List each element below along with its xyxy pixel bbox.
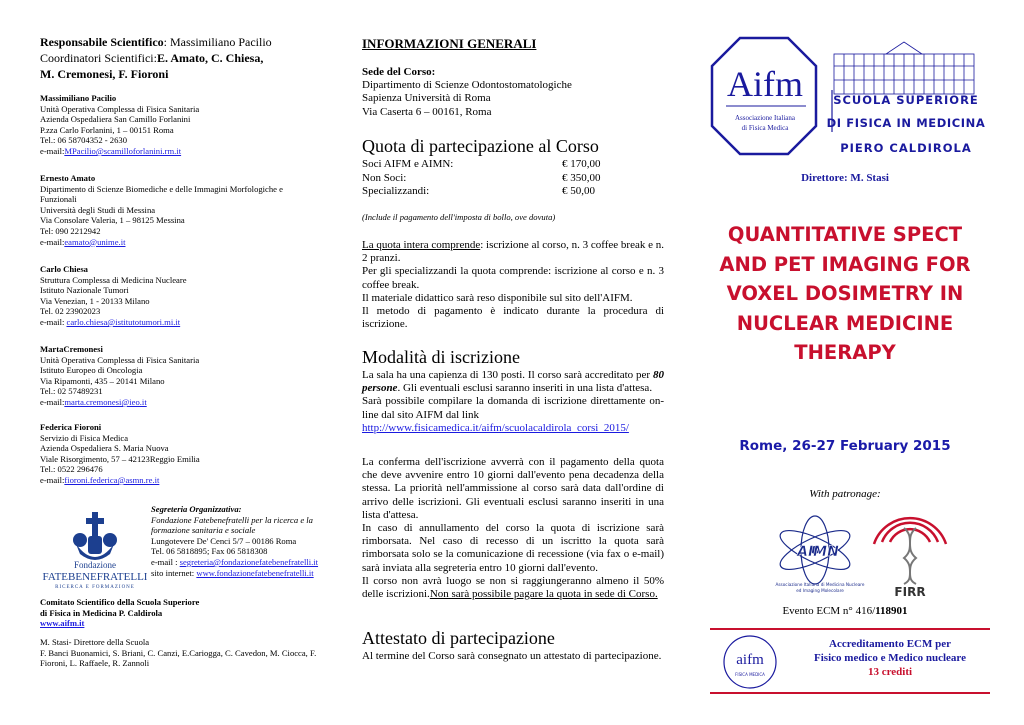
contact-line: Unità Operativa Complessa di Fisica Sanitaria [40,103,200,114]
firr-logo [870,512,950,598]
ecm-event [690,605,1000,617]
contact-name: Federica Fioroni [40,422,102,432]
email-label: e-mail: [40,396,65,407]
contact-name: Ernesto Amato [40,173,96,183]
quota-title: Quota di partecipazione al Corso [362,136,599,156]
aifm-school-logo [710,36,990,164]
aifm-word: Aifm [727,64,803,104]
ecm-event-num: 118901 [875,605,908,617]
contact-cremonesi [40,344,340,408]
contact-line: Istituto Europeo di Oncologia [40,365,143,376]
quota-intera-text: : iscrizione al corso, n. 3 coffee break e n. 2 pranzi. [362,239,664,265]
segreteria-email-link[interactable]: segreteria@fondazionefatebenefratelli.it [179,556,319,567]
aimn-caption2: ed Imaging Molecolare [796,588,844,593]
info-column [362,0,664,725]
aifm-small-caption: FISICA MEDICA [735,672,765,677]
stasi-line: M. Stasi- Direttore della Scuola [40,637,150,647]
sede-block [362,66,664,119]
contact-line: Tel.: 02 57489231 [40,386,103,397]
contact-line: Viale Risorgimento, 57 – 42123Reggio Emilia [40,453,200,464]
annullamento-text: In caso di annullamento del corso la quota di iscrizione sarà rimborsata. Nel caso di recesso di un iscritto la quota sarà rimborsata solo se la comunicazione di recessione (via fax o e-mail) sarà inviata alla segreteria entro 10 giorni dall'evento. [362,522,664,574]
contact-line: Azienda Ospedaliera San Camillo Forlanini [40,114,191,125]
email-link[interactable]: MPacilio@scamilloforlanini.rm.it [64,145,182,156]
aifm-assoc-line1: Associazione Italiana [734,114,796,122]
fee-table [362,158,664,199]
divider-bottom [710,692,990,694]
title-line: NUCLEAR MEDICINE [736,311,954,335]
ecm-event-pre: Evento ECM n° 416/ [782,605,876,617]
email-link[interactable]: marta.cremonesi@ieo.it [64,396,147,407]
segreteria-addr: Lungotevere De' Cenci 5/7 – 00186 Roma [151,535,297,546]
resp-value: : Massimiliano Pacilio [163,35,272,49]
accr-line1: Accreditamento ECM per [829,638,951,650]
fee-label: Non Soci: [362,171,407,184]
title-line: THERAPY [794,341,896,365]
segreteria-site-label: sito internet: [151,567,197,578]
contact-chiesa [40,264,340,328]
contact-line: Via Consolare Valeria, 1 – 98125 Messina [40,215,185,226]
info-title: INFORMAZIONI GENERALI [362,36,537,51]
online-link[interactable]: http://www.fisicamedica.it/aifm/scuolacaldirola_corsi_2015/ [362,421,629,434]
resp-label: Responsabile Scientifico [40,35,164,49]
attestato-title: Attestato di partecipazione [362,628,555,648]
fee-row [362,158,664,172]
school-line2: DI FISICA IN MEDICINA [826,116,986,130]
fee-value: € 350,00 [562,171,601,184]
comitato-block [40,597,340,629]
contact-line: P.zza Carlo Forlanini, 1 – 00151 Roma [40,124,174,135]
fee-row [362,185,664,199]
email-label: e-mail: [40,474,65,485]
aimn-caption1: Associazione Italiana di Medicina Nucleare [775,582,865,587]
fee-label: Soci AIFM e AIMN: [362,158,454,170]
quota-details [362,239,664,331]
aifm-site-link[interactable]: www.aifm.it [40,618,85,629]
contact-line: Tel: 090 2212942 [40,225,101,236]
segreteria-org: Fondazione Fatebenefratelli per la ricerca e la formazione sanitaria e sociale [151,514,313,536]
segreteria-block [151,504,346,578]
contact-fioroni [40,422,340,486]
segreteria-site-link[interactable]: www.fondazionefatebenefratelli.it [196,567,314,578]
modalita-block [362,369,664,435]
fee-value: € 50,00 [562,185,595,197]
course-dates: Rome, 26-27 February 2015 [739,438,951,454]
contact-line: Unità Operativa Complessa di Fisica Sanitaria [40,354,200,365]
fee-label: Specializzandi: [362,185,430,197]
accr-line2: Fisico medico e Medico nucleare [814,652,966,664]
contact-line: Via Venezian, 1 - 20133 Milano [40,295,150,306]
aifm-small-word: aifm [736,652,764,668]
online-text: Sarà possibile compilare la domanda di iscrizione direttamente on-line dal sito AIFM dal link [362,395,664,421]
fee-value: € 170,00 [562,158,601,170]
fee-row [362,172,664,186]
coord-value: E. Amato, C. Chiesa, [156,51,264,65]
firr-word: FIRR [894,585,926,598]
school-line3: PIERO CALDIROLA [840,141,972,155]
committee-members [40,637,340,669]
aifm-small-logo [722,634,778,690]
title-line: AND PET IMAGING FOR [719,252,971,276]
contact-line: Dipartimento di Scienze Biomediche e delle Immagini Morfologiche e [40,183,283,194]
aimn-logo [770,512,870,598]
comitato-line2: di Fisica in Medicina P. Caldirola [40,607,163,618]
attestato-text: Al termine del Corso sarà consegnato un attestato di partecipazione. [362,650,662,662]
conferma-block [362,456,664,601]
capienza-pre: La sala ha una capienza di 130 posti. Il corso sarà accreditato per [362,369,653,381]
contact-pacilio [40,93,340,157]
capienza-post: . Gli eventuali esclusi saranno inseriti in una lista d'attesa. [397,382,653,395]
capienza-bold: 80 persone [362,369,664,395]
contact-line: Funzionali [40,194,77,205]
sede-line: Via Caserta 6 – 00161, Roma [362,105,492,118]
pagamento: Il metodo di pagamento è indicato durante la procedura di iscrizione. [362,305,664,331]
contact-line: Via Ripamonti, 435 – 20141 Milano [40,375,165,386]
divider-top [710,628,990,630]
conferma-text: La conferma dell'iscrizione avverrà con il pagamento della quota che deve avvenire entro 10 giorni dall'evento pena decadenza della stessa. La priorità nell'ammissione al corso sarà data dall'ordine di arrivo delle iscrizioni. Gli eventuali esclusi saranno inseriti in una lista d'attesa. [362,456,664,521]
fatebenefratelli-logo [40,510,150,590]
segreteria-email-label: e-mail : [151,556,180,567]
contact-line: Azienda Ospedaliera S. Maria Nuova [40,443,169,454]
members-list: F. Banci Buonamici, S. Briani, C. Canzi, E.Cariogga, C. Cavedon, M. Ciocca, F. Fioroni, L. Raffaele, R. Zannoli [40,647,317,669]
fbf-word1: Fondazione [74,560,116,570]
email-link[interactable]: carlo.chiesa@istitutotumori.mi.it [66,316,181,327]
school-line1: SCUOLA SUPERIORE [833,93,979,107]
email-label: e-mail: [40,145,65,156]
contact-line: Tel. 02 23902023 [40,306,101,317]
email-link[interactable]: fioroni.federica@asmn.re.it [64,474,160,485]
contact-name: MartaCremonesi [40,344,103,354]
contact-name: Carlo Chiesa [40,264,88,274]
director: Direttore: M. Stasi [801,172,889,184]
contact-line: Tel.: 06 58704352 - 2630 [40,135,127,146]
course-title [690,220,1000,368]
email-label: e-mail: [40,316,67,327]
sede-line: Dipartimento di Scienze Odontostomatologiche [362,79,572,92]
quota-intera-label: La quota intera comprende [362,239,481,251]
title-line: VOXEL DOSIMETRY IN [726,282,964,306]
contact-line: Istituto Nazionale Tumori [40,285,129,296]
contact-amato [40,173,340,247]
contacts-column [40,0,340,725]
materiale: Il materiale didattico sarà reso disponibile sul sito dell'AIFM. [362,291,633,304]
coord-value-2: M. Cremonesi, F. Fioroni [40,67,169,81]
minimo-text: Il corso non avrà luogo se non si raggiungeranno almeno il 50% delle iscrizioni. [362,574,664,601]
aifm-assoc-line2: di Fisica Medica [741,124,789,132]
segreteria-title: Segreteria Organizzativa: [151,504,242,514]
villa-drawing [834,42,974,94]
contact-line: Servizio di Fisica Medica [40,432,129,443]
bollo-note: (Include il pagamento dell'imposta di bollo, ove dovuta) [362,212,556,222]
contact-line: Università degli Studi di Messina [40,204,156,215]
scientific-heads [40,34,340,82]
modalita-title: Modalità di iscrizione [362,347,520,367]
sede-line: Sapienza Università di Roma [362,92,491,105]
minimo-underline: Non sarà possibile pagare la quota in sede di Corso. [429,588,658,601]
segreteria-tel: Tel. 06 5818895; Fax 06 5818308 [151,546,268,557]
contact-name: Massimiliano Pacilio [40,93,117,103]
contact-line: Tel.: 0522 296476 [40,464,103,475]
title-line: QUANTITATIVE SPECT [727,223,963,246]
ecm-accreditation [790,637,990,679]
coord-label: Coordinatori Scientifici: [40,51,157,65]
email-label: e-mail: [40,236,65,247]
fbf-word2: FATEBENEFRATELLI [42,571,148,583]
sede-label: Sede del Corso: [362,66,436,78]
email-link[interactable]: eamato@unime.it [64,236,126,247]
aimn-word: AIMN [797,544,839,560]
contact-line: Struttura Complessa di Medicina Nucleare [40,274,187,285]
fbf-word3: RICERCA E FORMAZIONE [55,585,135,590]
comitato-line1: Comitato Scientifico della Scuola Superiore [40,597,200,607]
cover-column [690,0,1000,725]
patronage-label: With patronage: [809,488,881,500]
quota-spec: Per gli specializzandi la quota comprende: iscrizione al corso e n. 3 coffee break. [362,265,664,291]
accr-credits: 13 crediti [867,666,913,678]
